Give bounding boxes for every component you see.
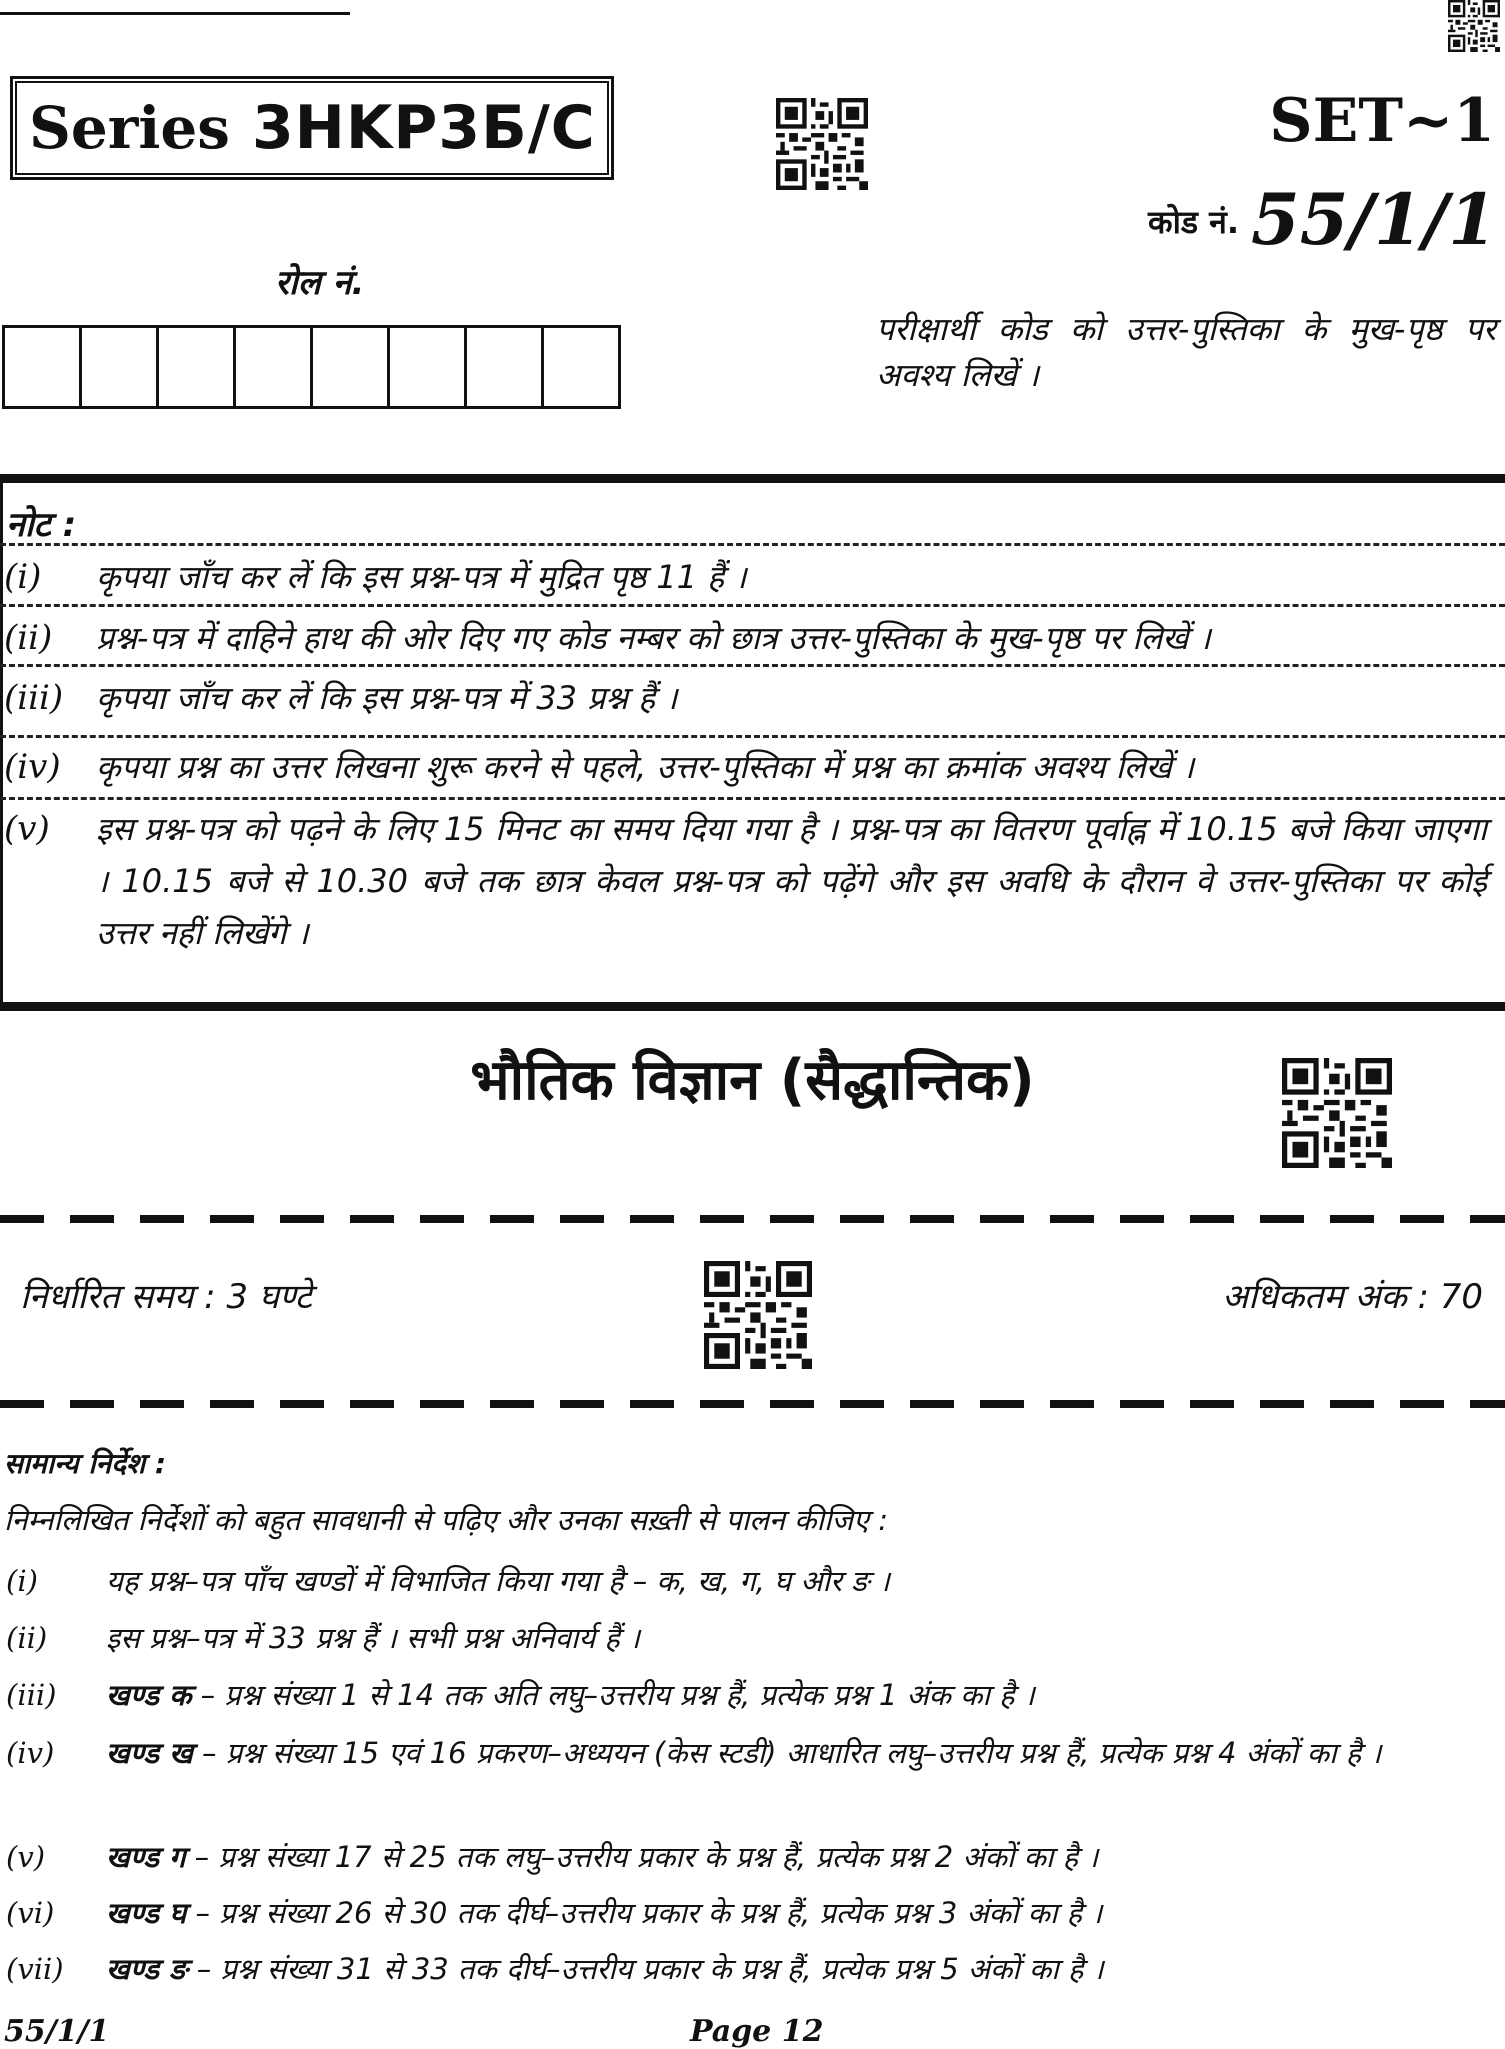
note-divider bbox=[0, 797, 1505, 800]
section-name: खण्ड ङ bbox=[106, 1952, 188, 1986]
section-name: खण्ड ख bbox=[106, 1736, 193, 1770]
instruction-detail: – प्रश्न संख्या 17 से 25 तक लघु–उत्तरीय प्रकार के प्रश्न हैं, प्रत्येक प्रश्न 2 अंकों का है । bbox=[185, 1840, 1099, 1874]
note-item-number: (iv) bbox=[4, 747, 61, 787]
instruction-text bbox=[106, 1834, 1495, 1880]
section-name: खण्ड ग bbox=[106, 1840, 186, 1874]
note-divider bbox=[0, 604, 1505, 607]
subject-title: भौतिक विज्ञान (सैद्धान्तिक) bbox=[470, 1048, 1035, 1113]
roll-number-cell[interactable] bbox=[82, 328, 159, 406]
code-value: 55/1/1 bbox=[1251, 178, 1497, 261]
instruction-number: (vi) bbox=[6, 1896, 55, 1930]
instruction-text bbox=[106, 1672, 1495, 1718]
footer-page-number: Page 12 bbox=[690, 2014, 824, 2049]
note-item-text: कृपया प्रश्न का उत्तर लिखना शुरू करने से पहले, उत्तर-पुस्तिका में प्रश्न का क्रमांक अवश्य लिखें । bbox=[96, 748, 1195, 786]
roll-number-cell[interactable] bbox=[390, 328, 467, 406]
qr-code-middle bbox=[704, 1260, 812, 1370]
roll-number-cell[interactable] bbox=[5, 328, 82, 406]
note-divider bbox=[0, 664, 1505, 667]
instruction-detail: – प्रश्न संख्या 15 एवं 16 प्रकरण–अध्ययन (केस स्टडी) आधारित लघु–उत्तरीय प्रश्न हैं, प्रत्येक प्रश्न 4 अंकों का है । bbox=[192, 1736, 1382, 1770]
instruction-text: यह प्रश्न–पत्र पाँच खण्डों में विभाजित किया गया है – क, ख, ग, घ और ङ । bbox=[106, 1564, 890, 1598]
instruction-number: (i) bbox=[6, 1564, 38, 1598]
note-divider bbox=[0, 543, 1505, 546]
note-item-text: कृपया जाँच कर लें कि इस प्रश्न-पत्र में मुद्रित पृष्ठ 11 हैं । bbox=[96, 558, 747, 596]
instruction-number: (v) bbox=[6, 1840, 46, 1874]
instruction-text: इस प्रश्न–पत्र में 33 प्रश्न हैं । सभी प्रश्न अनिवार्य हैं । bbox=[106, 1621, 640, 1655]
general-instructions-intro: निम्नलिखित निर्देशों को बहुत सावधानी से पढ़िए और उनका सख़्ती से पालन कीजिए : bbox=[4, 1503, 889, 1537]
series-label: Series bbox=[29, 94, 230, 162]
dashed-separator bbox=[0, 1215, 1505, 1223]
section-name: खण्ड घ bbox=[106, 1896, 187, 1930]
code-label: कोड नं. bbox=[1148, 203, 1240, 241]
note-item-number: (i) bbox=[4, 557, 42, 597]
series-code: 3HKP3Б/C bbox=[251, 93, 596, 163]
roll-number-cell[interactable] bbox=[467, 328, 544, 406]
roll-number-boxes bbox=[2, 325, 621, 409]
roll-number-cell[interactable] bbox=[159, 328, 236, 406]
instruction-number: (ii) bbox=[6, 1621, 48, 1655]
instruction-number: (vii) bbox=[6, 1952, 64, 1986]
dashed-separator bbox=[0, 1400, 1505, 1408]
general-instructions-title: सामान्य निर्देश : bbox=[4, 1447, 167, 1480]
instruction-number: (iii) bbox=[6, 1678, 57, 1712]
instruction-detail: – प्रश्न संख्या 1 से 14 तक अति लघु–उत्तरीय प्रश्न हैं, प्रत्येक प्रश्न 1 अंक का है । bbox=[191, 1678, 1035, 1712]
instruction-detail: – प्रश्न संख्या 26 से 30 तक दीर्घ–उत्तरीय प्रकार के प्रश्न हैं, प्रत्येक प्रश्न 3 अंकों का है । bbox=[186, 1896, 1103, 1930]
instruction-number: (iv) bbox=[6, 1736, 55, 1770]
roll-number-cell[interactable] bbox=[544, 328, 618, 406]
candidate-code-note: परीक्षार्थी कोड को उत्तर-पुस्तिका के मुख-पृष्ठ पर अवश्य लिखें । bbox=[876, 310, 1496, 394]
instruction-detail: – प्रश्न संख्या 31 से 33 तक दीर्घ–उत्तरीय प्रकार के प्रश्न हैं, प्रत्येक प्रश्न 5 अंकों का है । bbox=[187, 1952, 1104, 1986]
roll-number-cell[interactable] bbox=[236, 328, 313, 406]
note-divider bbox=[0, 735, 1505, 738]
instruction-text bbox=[106, 1890, 1495, 1936]
note-item-number: (v) bbox=[4, 809, 50, 849]
qr-code-top-right bbox=[1447, 0, 1501, 52]
series-box bbox=[10, 76, 614, 180]
note-item-text: इस प्रश्न-पत्र को पढ़ने के लिए 15 मिनट का समय दिया गया है । प्रश्न-पत्र का वितरण पूर्वाह्न में 10.15 बजे किया जाएगा । 10.15 बजे से 10.30 बजे तक छात्र केवल प्रश्न-पत्र को पढ़ेंगे और इस अवधि के दौरान वे उत्तर-पुस्तिका पर कोई उत्तर नहीं लिखेंगे । bbox=[96, 810, 1487, 952]
series-inner-frame bbox=[15, 81, 609, 175]
footer-code: 55/1/1 bbox=[4, 2014, 110, 2049]
top-rule bbox=[0, 12, 350, 15]
note-item-number: (ii) bbox=[4, 618, 53, 658]
roll-number-label: रोल नं. bbox=[275, 263, 365, 303]
qr-code-header bbox=[776, 98, 868, 190]
note-title: नोट : bbox=[6, 505, 77, 545]
section-name: खण्ड क bbox=[106, 1678, 192, 1712]
roll-number-cell[interactable] bbox=[313, 328, 390, 406]
time-allowed: निर्धारित समय : 3 घण्टे bbox=[20, 1277, 312, 1317]
note-item-text: कृपया जाँच कर लें कि इस प्रश्न-पत्र में 33 प्रश्न हैं । bbox=[96, 679, 678, 717]
maximum-marks: अधिकतम अंक : 70 bbox=[1222, 1277, 1483, 1317]
note-item-text: प्रश्न-पत्र में दाहिने हाथ की ओर दिए गए कोड नम्बर को छात्र उत्तर-पुस्तिका के मुख-पृष्ठ पर लिखें । bbox=[96, 619, 1211, 657]
set-number: SET~1 bbox=[1269, 86, 1495, 156]
note-item-number: (iii) bbox=[4, 678, 64, 718]
instruction-text bbox=[106, 1730, 1495, 1776]
instruction-text bbox=[106, 1946, 1495, 1992]
